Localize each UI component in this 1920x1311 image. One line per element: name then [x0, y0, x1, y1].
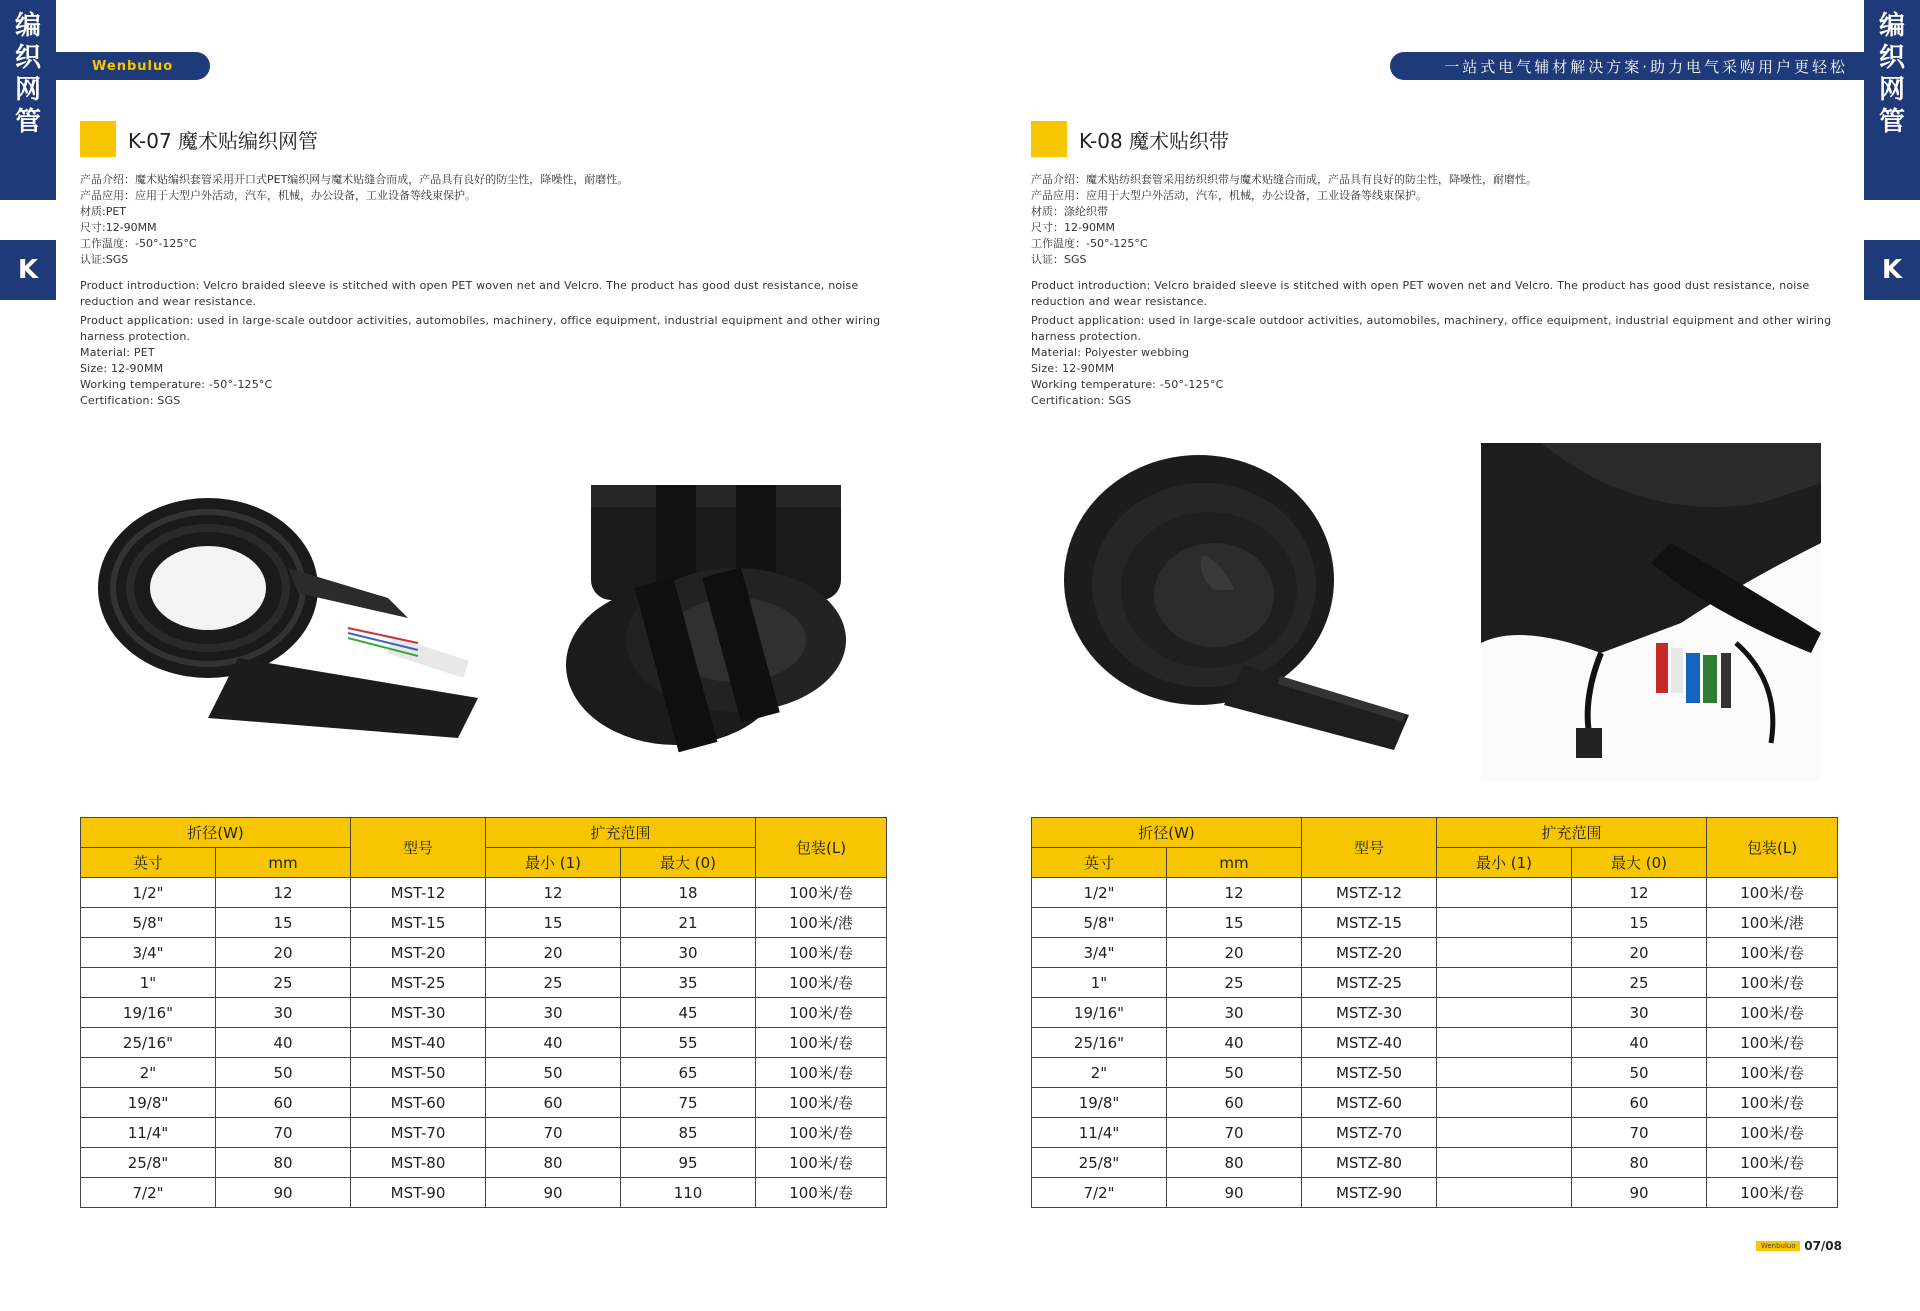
cell-min: 40: [486, 1028, 621, 1058]
cell-inch: 7/2": [1032, 1178, 1167, 1208]
section-letter-tab-right: K: [1864, 240, 1920, 300]
cell-min: 30: [486, 998, 621, 1028]
cell-max: 55: [621, 1028, 756, 1058]
cell-min: 60: [486, 1088, 621, 1118]
desc-cn-line: 产品应用：应用于大型户外活动，汽车，机械，办公设备，工业设备等线束保护。: [1031, 189, 1427, 202]
spec-table: [80, 817, 887, 1208]
cell-min: 25: [486, 968, 621, 998]
spec-table-k08: [1031, 817, 1837, 1208]
cell-model: MST-40: [351, 1028, 486, 1058]
cell-mm: 40: [216, 1028, 351, 1058]
cell-model: MSTZ-12: [1302, 878, 1437, 908]
cell-max: 30: [621, 938, 756, 968]
desc-cn-line: 尺寸:12-90MM: [80, 221, 157, 234]
cell-packing: 100米/卷: [1707, 998, 1838, 1028]
cell-inch: 25/16": [1032, 1028, 1167, 1058]
cell-inch: 2": [1032, 1058, 1167, 1088]
side-tab-left: [0, 0, 56, 200]
cell-min: 90: [486, 1178, 621, 1208]
table-row: [81, 1148, 887, 1178]
desc-en-line: Working temperature: -50°-125°C: [80, 378, 273, 391]
cell-min: [1437, 1178, 1572, 1208]
section-header: [1031, 120, 1837, 158]
cell-model: MST-90: [351, 1178, 486, 1208]
desc-en-line: Size: 12-90MM: [80, 362, 164, 375]
table-row: [81, 1178, 887, 1208]
desc-cn-line: 工作温度：-50°-125°C: [1031, 237, 1148, 250]
cell-min: [1437, 1058, 1572, 1088]
product-photo-webbing-cables: [1481, 443, 1821, 781]
desc-cn-line: 工作温度：-50°-125°C: [80, 237, 197, 250]
cell-min: 70: [486, 1118, 621, 1148]
table-row: [1032, 998, 1838, 1028]
product-description: [1031, 172, 1837, 409]
cell-min: 80: [486, 1148, 621, 1178]
header-min: 最小 (1): [486, 848, 621, 878]
header-packing: 包装(L): [1707, 818, 1838, 878]
header-packing: 包装(L): [756, 818, 887, 878]
side-tab-char: 织: [1878, 43, 1905, 73]
footer-brand-tag: Wenbuluo: [1756, 1241, 1800, 1251]
cell-mm: 70: [1167, 1118, 1302, 1148]
cell-max: 95: [621, 1148, 756, 1178]
cell-mm: 30: [216, 998, 351, 1028]
cell-max: 40: [1572, 1028, 1707, 1058]
cell-model: MST-70: [351, 1118, 486, 1148]
header-max: 最大 (0): [621, 848, 756, 878]
cell-packing: 100米/卷: [756, 998, 887, 1028]
slogan-pill: 一站式电气辅材解决方案·助力电气采购用户更轻松: [1390, 52, 1864, 80]
table-row: [1032, 938, 1838, 968]
cell-packing: 100米/港: [756, 908, 887, 938]
cell-max: 20: [1572, 938, 1707, 968]
cell-model: MSTZ-90: [1302, 1178, 1437, 1208]
table-row: [1032, 1088, 1838, 1118]
cell-mm: 15: [216, 908, 351, 938]
header-inch: 英寸: [1032, 848, 1167, 878]
cell-model: MSTZ-15: [1302, 908, 1437, 938]
desc-en-line: Material: PET: [80, 346, 155, 359]
cell-model: MST-60: [351, 1088, 486, 1118]
cell-max: 110: [621, 1178, 756, 1208]
header-inch: 英寸: [81, 848, 216, 878]
cell-max: 35: [621, 968, 756, 998]
cell-min: [1437, 1118, 1572, 1148]
product-title: K-08 魔术贴织带: [1079, 128, 1230, 153]
desc-cn-line: 产品介绍：魔术贴编织套管采用开口式PET编织网与魔术贴缝合而成，产品具有良好的防尘性，降噪性，耐磨性。: [80, 173, 629, 186]
table-row: [1032, 1028, 1838, 1058]
cell-model: MST-80: [351, 1148, 486, 1178]
product-section-k07: [80, 120, 886, 409]
desc-cn-line: 认证:SGS: [80, 253, 129, 266]
cell-max: 21: [621, 908, 756, 938]
cell-max: 80: [1572, 1148, 1707, 1178]
desc-cn-line: 尺寸：12-90MM: [1031, 221, 1115, 234]
table-row: [81, 968, 887, 998]
desc-en-line: Product introduction: Velcro braided sleeve is stitched with open PET woven net and Velcro. The product has good dust resistance, noise reduction and wear resistance.: [80, 279, 859, 308]
cell-inch: 19/8": [81, 1088, 216, 1118]
table-row: [1032, 908, 1838, 938]
cell-inch: 11/4": [1032, 1118, 1167, 1148]
cell-mm: 25: [216, 968, 351, 998]
cell-inch: 1/2": [81, 878, 216, 908]
title-marker: [80, 121, 116, 157]
header-fold-diameter: 折径(W): [1032, 818, 1302, 848]
desc-cn-line: 产品应用：应用于大型户外活动，汽车，机械，办公设备，工业设备等线束保护。: [80, 189, 476, 202]
cell-model: MST-50: [351, 1058, 486, 1088]
product-photo-sleeve-coil: [88, 468, 508, 768]
section-header: [80, 120, 886, 158]
desc-en-line: Working temperature: -50°-125°C: [1031, 378, 1224, 391]
cell-packing: 100米/卷: [1707, 1028, 1838, 1058]
desc-cn-line: 材质:PET: [80, 205, 127, 218]
side-tab-char: 管: [1878, 107, 1905, 137]
side-tab-right: [1864, 0, 1920, 200]
table-row: [1032, 968, 1838, 998]
cell-max: 12: [1572, 878, 1707, 908]
cell-min: [1437, 878, 1572, 908]
table-row: [1032, 1178, 1838, 1208]
side-tab-char: 网: [14, 75, 41, 105]
side-tab-char: 管: [14, 107, 41, 137]
header-model: 型号: [1302, 818, 1437, 878]
cell-inch: 19/16": [1032, 998, 1167, 1028]
cell-inch: 25/16": [81, 1028, 216, 1058]
desc-en-line: Product application: used in large-scale outdoor activities, automobiles, machinery, office equipment, industrial equipment and other wiring harness protection.: [1031, 314, 1832, 343]
table-row: [1032, 1118, 1838, 1148]
cell-model: MST-20: [351, 938, 486, 968]
desc-en-line: Certification: SGS: [1031, 394, 1132, 407]
cell-mm: 70: [216, 1118, 351, 1148]
cell-min: [1437, 1148, 1572, 1178]
cell-model: MSTZ-80: [1302, 1148, 1437, 1178]
cell-model: MSTZ-30: [1302, 998, 1437, 1028]
cell-inch: 3/4": [81, 938, 216, 968]
cell-packing: 100米/港: [1707, 908, 1838, 938]
product-photo-webbing-roll: [1054, 440, 1424, 760]
cell-mm: 12: [1167, 878, 1302, 908]
cell-packing: 100米/卷: [756, 938, 887, 968]
cell-inch: 5/8": [81, 908, 216, 938]
cell-model: MSTZ-70: [1302, 1118, 1437, 1148]
cell-mm: 15: [1167, 908, 1302, 938]
cell-min: [1437, 998, 1572, 1028]
cell-packing: 100米/卷: [1707, 1058, 1838, 1088]
table-row: [81, 908, 887, 938]
cell-inch: 1": [81, 968, 216, 998]
header-min: 最小 (1): [1437, 848, 1572, 878]
cell-packing: 100米/卷: [756, 1028, 887, 1058]
page-footer: [1756, 1239, 1842, 1253]
table-row: [81, 1058, 887, 1088]
cell-inch: 3/4": [1032, 938, 1167, 968]
cell-mm: 12: [216, 878, 351, 908]
cell-min: 50: [486, 1058, 621, 1088]
cell-mm: 40: [1167, 1028, 1302, 1058]
header-fold-diameter: 折径(W): [81, 818, 351, 848]
table-row: [81, 878, 887, 908]
cell-max: 85: [621, 1118, 756, 1148]
desc-en-line: Certification: SGS: [80, 394, 181, 407]
cell-max: 15: [1572, 908, 1707, 938]
cell-model: MSTZ-25: [1302, 968, 1437, 998]
cell-max: 30: [1572, 998, 1707, 1028]
cell-inch: 1/2": [1032, 878, 1167, 908]
table-row: [81, 998, 887, 1028]
cell-max: 18: [621, 878, 756, 908]
desc-cn-line: 材质：涤纶织带: [1031, 205, 1108, 218]
cell-max: 75: [621, 1088, 756, 1118]
cell-inch: 5/8": [1032, 908, 1167, 938]
cell-packing: 100米/卷: [756, 1148, 887, 1178]
cell-min: [1437, 908, 1572, 938]
table-row: [81, 1118, 887, 1148]
product-title: K-07 魔术贴编织网管: [128, 128, 319, 153]
table-row: [1032, 878, 1838, 908]
cell-min: 20: [486, 938, 621, 968]
side-tab-char: 织: [14, 43, 41, 73]
cell-mm: 20: [216, 938, 351, 968]
cell-mm: 90: [1167, 1178, 1302, 1208]
cell-inch: 1": [1032, 968, 1167, 998]
header-model: 型号: [351, 818, 486, 878]
cell-mm: 20: [1167, 938, 1302, 968]
cell-model: MSTZ-50: [1302, 1058, 1437, 1088]
product-photo-sleeve-bundle: [536, 470, 856, 770]
product-description: [80, 172, 886, 409]
table-row: [81, 1028, 887, 1058]
cell-model: MST-30: [351, 998, 486, 1028]
cell-mm: 50: [216, 1058, 351, 1088]
cell-packing: 100米/卷: [1707, 968, 1838, 998]
header-expansion-range: 扩充范围: [1437, 818, 1707, 848]
side-tab-char: 网: [1878, 75, 1905, 105]
spec-table: [1031, 817, 1838, 1208]
cell-inch: 19/16": [81, 998, 216, 1028]
cell-max: 90: [1572, 1178, 1707, 1208]
table-row: [1032, 1148, 1838, 1178]
cell-inch: 25/8": [81, 1148, 216, 1178]
header-expansion-range: 扩充范围: [486, 818, 756, 848]
cell-min: [1437, 938, 1572, 968]
cell-packing: 100米/卷: [756, 1058, 887, 1088]
table-row: [81, 938, 887, 968]
cell-inch: 25/8": [1032, 1148, 1167, 1178]
cell-packing: 100米/卷: [1707, 878, 1838, 908]
cell-max: 70: [1572, 1118, 1707, 1148]
cell-packing: 100米/卷: [756, 1118, 887, 1148]
desc-en-line: Product application: used in large-scale outdoor activities, automobiles, machinery, office equipment, industrial equipment and other wiring harness protection.: [80, 314, 881, 343]
cell-mm: 50: [1167, 1058, 1302, 1088]
cell-model: MSTZ-20: [1302, 938, 1437, 968]
brand-pill: Wenbuluo: [56, 52, 210, 80]
table-row: [81, 1088, 887, 1118]
side-tab-char: 编: [1878, 11, 1905, 41]
cell-max: 65: [621, 1058, 756, 1088]
header-mm: mm: [216, 848, 351, 878]
cell-min: [1437, 1028, 1572, 1058]
product-section-k08: [1031, 120, 1837, 409]
cell-mm: 80: [1167, 1148, 1302, 1178]
cell-packing: 100米/卷: [756, 878, 887, 908]
spec-table-k07: [80, 817, 886, 1208]
desc-en-line: Material: Polyester webbing: [1031, 346, 1190, 359]
cell-model: MSTZ-60: [1302, 1088, 1437, 1118]
cell-model: MSTZ-40: [1302, 1028, 1437, 1058]
cell-max: 50: [1572, 1058, 1707, 1088]
cell-model: MST-15: [351, 908, 486, 938]
cell-packing: 100米/卷: [756, 1178, 887, 1208]
cell-inch: 19/8": [1032, 1088, 1167, 1118]
cell-model: MST-12: [351, 878, 486, 908]
cell-packing: 100米/卷: [1707, 1178, 1838, 1208]
cell-mm: 90: [216, 1178, 351, 1208]
desc-cn-line: 产品介绍：魔术贴纺织套管采用纺织织带与魔术贴缝合而成，产品具有良好的防尘性，降噪性，耐磨性。: [1031, 173, 1537, 186]
cell-max: 45: [621, 998, 756, 1028]
cell-packing: 100米/卷: [756, 1088, 887, 1118]
section-letter-tab-left: K: [0, 240, 56, 300]
cell-min: 12: [486, 878, 621, 908]
cell-mm: 80: [216, 1148, 351, 1178]
cell-model: MST-25: [351, 968, 486, 998]
cell-packing: 100米/卷: [1707, 1088, 1838, 1118]
cell-mm: 60: [216, 1088, 351, 1118]
cell-min: [1437, 1088, 1572, 1118]
cell-inch: 11/4": [81, 1118, 216, 1148]
cell-mm: 60: [1167, 1088, 1302, 1118]
page-number: 07/08: [1804, 1239, 1842, 1253]
header-mm: mm: [1167, 848, 1302, 878]
cell-min: [1437, 968, 1572, 998]
side-tab-char: 编: [14, 11, 41, 41]
cell-inch: 2": [81, 1058, 216, 1088]
cell-packing: 100米/卷: [1707, 1148, 1838, 1178]
header-max: 最大 (0): [1572, 848, 1707, 878]
cell-inch: 7/2": [81, 1178, 216, 1208]
table-row: [1032, 1058, 1838, 1088]
cell-packing: 100米/卷: [1707, 1118, 1838, 1148]
cell-packing: 100米/卷: [1707, 938, 1838, 968]
title-marker: [1031, 121, 1067, 157]
cell-max: 60: [1572, 1088, 1707, 1118]
cell-packing: 100米/卷: [756, 968, 887, 998]
cell-max: 25: [1572, 968, 1707, 998]
desc-en-line: Product introduction: Velcro braided sleeve is stitched with open PET woven net and Velcro. The product has good dust resistance, noise reduction and wear resistance.: [1031, 279, 1810, 308]
cell-mm: 30: [1167, 998, 1302, 1028]
cell-min: 15: [486, 908, 621, 938]
cell-mm: 25: [1167, 968, 1302, 998]
desc-cn-line: 认证：SGS: [1031, 253, 1087, 266]
desc-en-line: Size: 12-90MM: [1031, 362, 1115, 375]
